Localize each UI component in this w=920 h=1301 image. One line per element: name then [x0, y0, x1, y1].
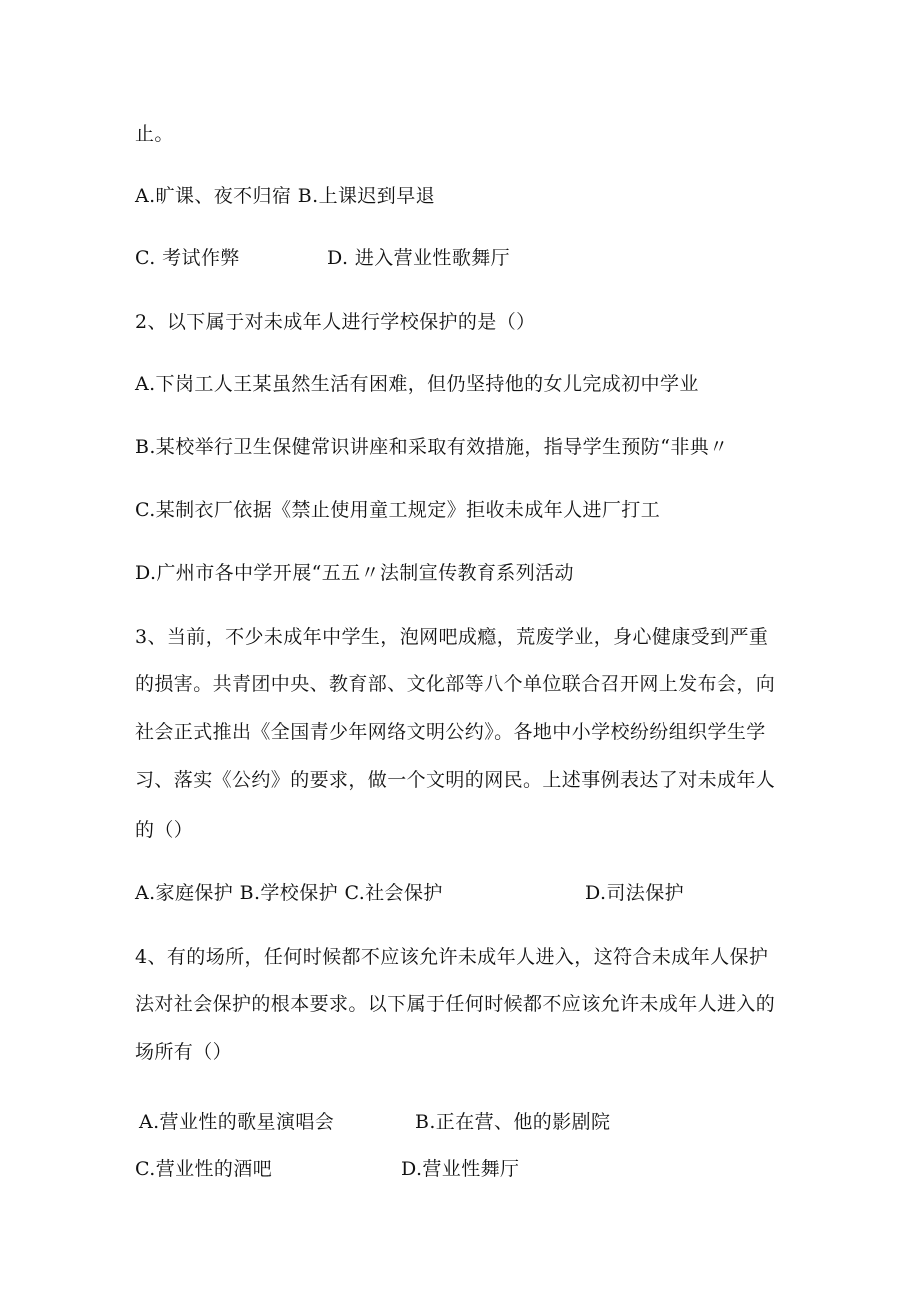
- q3-option-d: D.司法保护: [585, 882, 684, 904]
- q3-stem-line: 习、落实《公约》的要求，做一个文明的网民。上述事例表达了对未成年人: [135, 769, 776, 791]
- q3-stem-line: 的损害。共青团中央、教育部、文化部等八个单位联合召开网上发布会，向: [135, 673, 776, 695]
- q4-option-a: A.营业性的歌星演唱会: [139, 1111, 335, 1133]
- q4-option-c: C.营业性的酒吧: [135, 1158, 273, 1180]
- q4-stem-line: 4、有的场所，任何时候都不应该允许未成年人进入，这符合未成年人保护: [135, 946, 769, 968]
- q2-option-b: B.某校举行卫生保健常识讲座和采取有效措施，指导学生预防“非典〃: [135, 436, 729, 458]
- q4-option-d: D.营业性舞厅: [401, 1158, 520, 1180]
- q2-option-c: C.某制衣厂依据《禁止使用童工规定》拒收未成年人进厂打工: [135, 499, 661, 521]
- q4-stem-line: 场所有（）: [135, 1041, 233, 1063]
- q2-stem: 2、以下属于对未成年人进行学校保护的是（）: [135, 311, 536, 333]
- q3-stem-line: 的（）: [135, 819, 194, 841]
- q2-option-d: D.广州市各中学开展“五五〃法制宣传教育系列活动: [135, 562, 574, 584]
- q1-options-ab: A.旷课、夜不归宿 B.上课迟到早退: [135, 185, 436, 207]
- q3-stem-line: 3、当前，不少未成年中学生，泡网吧成瘾，荒废学业，身心健康受到严重: [135, 626, 769, 648]
- q1-option-c: C. 考试作弊: [135, 247, 240, 269]
- q4-stem-line: 法对社会保护的根本要求。以下属于任何时候都不应该允许未成年人进入的: [135, 993, 776, 1015]
- q3-stem-line: 社会正式推出《全国青少年网络文明公约》。各地中小学校纷纷组织学生学: [135, 721, 766, 743]
- q1-stem-tail: 止。: [135, 123, 174, 145]
- q2-option-a: A.下岗工人王某虽然生活有困难，但仍坚持他的女儿完成初中学业: [135, 373, 699, 395]
- q3-options-abc: A.家庭保护 B.学校保护 C.社会保护: [135, 882, 443, 904]
- q1-option-d: D. 进入营业性歌舞厅: [327, 247, 511, 269]
- q4-option-b: B.正在营、他的影剧院: [415, 1111, 611, 1133]
